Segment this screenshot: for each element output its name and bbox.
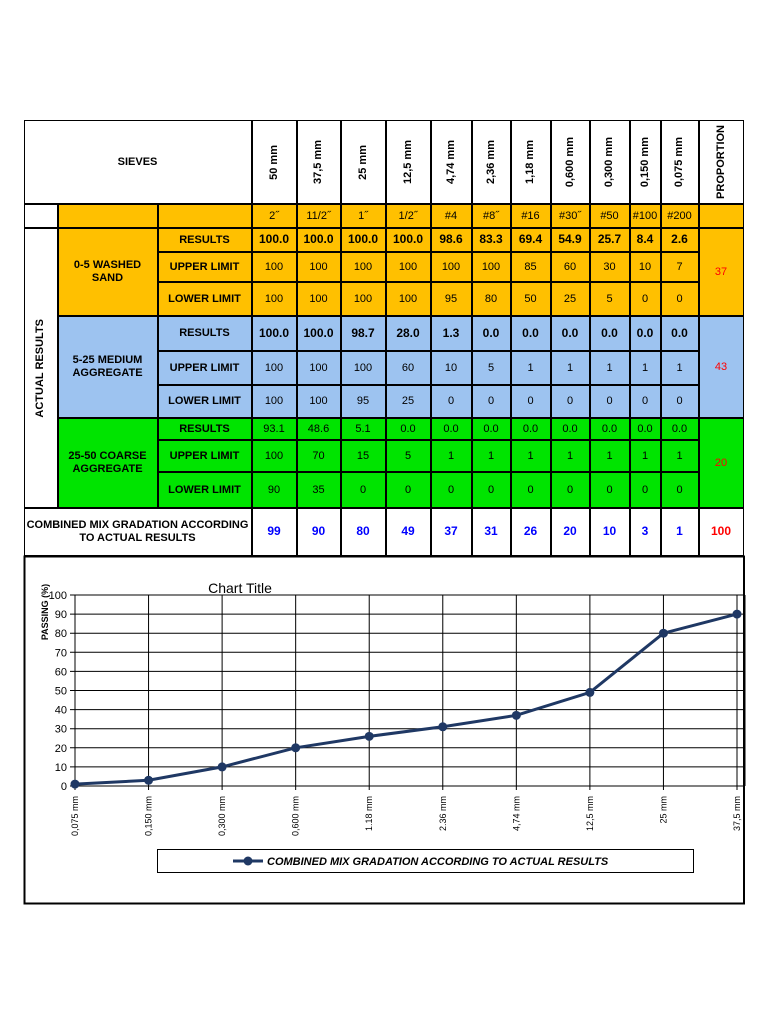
row-label: UPPER LIMIT	[158, 351, 252, 385]
value-cell: 0	[431, 472, 472, 508]
proportion-header-text: PROPORTION	[714, 125, 727, 199]
value-cell: 0	[661, 472, 699, 508]
row-label: UPPER LIMIT	[158, 440, 252, 472]
row-label: LOWER LIMIT	[158, 282, 252, 316]
material-name: 5-25 MEDIUM AGGREGATE	[58, 316, 158, 418]
combined-value: 10	[590, 508, 630, 556]
sieve-inch-cell: #4	[431, 204, 472, 228]
value-cell: 100	[386, 282, 431, 316]
value-cell: 100	[252, 385, 297, 418]
value-cell: 0.0	[431, 418, 472, 440]
value-cell: 80	[472, 282, 511, 316]
sieve-size-header-text: 12,5 mm	[401, 139, 414, 185]
data-point	[438, 722, 447, 731]
y-tick-label: 0	[60, 781, 67, 793]
x-tick-label: 37,5 mm	[732, 796, 742, 832]
y-tick-label: 30	[54, 723, 67, 736]
value-cell: 100.0	[252, 228, 297, 252]
y-tick-label: 70	[54, 647, 67, 660]
combined-value: 20	[551, 508, 590, 556]
value-cell: 0.0	[630, 418, 661, 440]
value-cell: 0.0	[661, 316, 699, 351]
sieve-inch-cell: #100	[630, 204, 661, 228]
value-cell: 100.0	[341, 228, 386, 252]
y-tick-label: 60	[54, 666, 67, 679]
value-cell: 100	[297, 252, 341, 282]
y-axis-label: PASSING (%)	[40, 583, 50, 641]
value-cell: 70	[297, 440, 341, 472]
value-cell: 100	[341, 282, 386, 316]
value-cell: 93.1	[252, 418, 297, 440]
combined-value: 90	[297, 508, 341, 556]
value-cell: 100	[297, 351, 341, 385]
sieve-size-header-text: 0,600 mm	[563, 136, 576, 188]
value-cell: 1	[511, 351, 551, 385]
sieve-size-header-text: 25 mm	[356, 144, 369, 180]
value-cell: 100.0	[252, 316, 297, 351]
value-cell: 1	[630, 440, 661, 472]
sieve-inch-cell: 1/2˝	[386, 204, 431, 228]
x-tick-label: 0,600 mm	[290, 796, 301, 837]
value-cell: 1	[590, 351, 630, 385]
sieve-size-header-text: 4,74 mm	[444, 139, 457, 185]
value-cell: 1	[630, 351, 661, 385]
combined-value: 3	[630, 508, 661, 556]
value-cell: 100	[341, 252, 386, 282]
value-cell: 0.0	[661, 418, 699, 440]
proportion-value: 20	[699, 418, 744, 508]
value-cell: 0.0	[472, 316, 511, 351]
x-tick-label: 1.18 mm	[364, 796, 375, 832]
value-cell: 100	[341, 351, 386, 385]
value-cell: 100	[252, 351, 297, 385]
sieve-inch-cell: #200	[661, 204, 699, 228]
value-cell: 0	[431, 385, 472, 418]
value-cell: 1	[661, 351, 699, 385]
value-cell: 100.0	[297, 228, 341, 252]
value-cell: 1	[661, 440, 699, 472]
value-cell: 35	[297, 472, 341, 508]
y-tick-label: 10	[54, 761, 67, 774]
y-tick-label: 80	[54, 628, 67, 641]
value-cell: 54.9	[551, 228, 590, 252]
value-cell: 0	[341, 472, 386, 508]
sieve-inch-cell: #16	[511, 204, 551, 228]
value-cell: 0.0	[590, 316, 630, 351]
value-cell: 60	[551, 252, 590, 282]
x-tick-label: 2.36 mm	[437, 796, 448, 832]
sieve-inch-cell: 11/2˝	[297, 204, 341, 228]
data-point	[218, 762, 227, 771]
combined-value: 31	[472, 508, 511, 556]
value-cell: 0.0	[630, 316, 661, 351]
chart-title: Chart Title	[208, 580, 272, 596]
value-cell: 0	[511, 472, 551, 508]
sieve-inch-cell: #50	[590, 204, 630, 228]
value-cell: 25	[386, 385, 431, 418]
data-point	[144, 776, 153, 785]
value-cell: 100	[472, 252, 511, 282]
material-name: 0-5 WASHED SAND	[58, 228, 158, 316]
row-label: RESULTS	[158, 316, 252, 351]
combined-value: 99	[252, 508, 297, 556]
combined-total: 100	[699, 508, 744, 556]
value-cell: 90	[252, 472, 297, 508]
value-cell: 48.6	[297, 418, 341, 440]
y-tick-label: 50	[54, 685, 67, 698]
value-cell: 0	[630, 282, 661, 316]
value-cell: 100	[431, 252, 472, 282]
value-cell: 25.7	[590, 228, 630, 252]
y-tick-label: 40	[54, 704, 67, 717]
value-cell: 10	[431, 351, 472, 385]
combined-value: 1	[661, 508, 699, 556]
value-cell: 60	[386, 351, 431, 385]
value-cell: 5	[386, 440, 431, 472]
value-cell: 50	[511, 282, 551, 316]
value-cell: 5	[472, 351, 511, 385]
value-cell: 1	[431, 440, 472, 472]
value-cell: 0	[661, 385, 699, 418]
value-cell: 100.0	[386, 228, 431, 252]
y-tick-label: 100	[48, 590, 67, 602]
value-cell: 0	[472, 385, 511, 418]
sieve-inch-cell: #30˝	[551, 204, 590, 228]
value-cell: 1	[511, 440, 551, 472]
sieves-header: SIEVES	[24, 120, 252, 204]
value-cell: 0.0	[472, 418, 511, 440]
value-cell: 100	[386, 252, 431, 282]
value-cell: 100.0	[297, 316, 341, 351]
value-cell: 95	[341, 385, 386, 418]
value-cell: 0.0	[386, 418, 431, 440]
combined-label: COMBINED MIX GRADATION ACCORDING TO ACTUAL RESULTS	[24, 508, 252, 556]
row-label: UPPER LIMIT	[158, 252, 252, 282]
combined-value: 37	[431, 508, 472, 556]
value-cell: 0	[472, 472, 511, 508]
value-cell: 1.3	[431, 316, 472, 351]
x-tick-label: 12,5 mm	[584, 796, 595, 832]
sieve-inch-cell: 1˝	[341, 204, 386, 228]
value-cell: 69.4	[511, 228, 551, 252]
value-cell: 100	[252, 440, 297, 472]
value-cell: 1	[590, 440, 630, 472]
data-point	[291, 743, 300, 752]
combined-value: 26	[511, 508, 551, 556]
data-point	[365, 732, 374, 741]
value-cell: 0	[630, 472, 661, 508]
value-cell: 0	[661, 282, 699, 316]
value-cell: 8.4	[630, 228, 661, 252]
value-cell: 1	[551, 440, 590, 472]
value-cell: 5.1	[341, 418, 386, 440]
value-cell: 0	[551, 385, 590, 418]
sieve-size-header-text: 0,150 mm	[638, 136, 651, 188]
value-cell: 1	[551, 351, 590, 385]
data-point	[512, 711, 521, 720]
combined-value: 49	[386, 508, 431, 556]
value-cell: 100	[297, 282, 341, 316]
value-cell: 0.0	[511, 418, 551, 440]
sieve-size-header-text: 0,300 mm	[603, 136, 616, 188]
data-point	[71, 780, 80, 789]
legend-label: COMBINED MIX GRADATION ACCORDING TO ACTUAL RESULTS	[267, 856, 609, 868]
data-point	[733, 610, 742, 619]
value-cell: 0	[551, 472, 590, 508]
value-cell: 98.6	[431, 228, 472, 252]
series-line	[75, 614, 737, 784]
value-cell: 0	[590, 385, 630, 418]
x-tick-label: 0,075 mm	[70, 796, 80, 837]
row-label: LOWER LIMIT	[158, 472, 252, 508]
y-tick-label: 20	[54, 742, 67, 755]
y-tick-label: 90	[54, 609, 67, 622]
value-cell: 100	[297, 385, 341, 418]
actual-results-label-text: ACTUAL RESULTS	[34, 318, 47, 418]
data-point	[585, 688, 594, 697]
value-cell: 28.0	[386, 316, 431, 351]
data-point	[659, 629, 668, 638]
proportion-value: 43	[699, 316, 744, 418]
value-cell: 98.7	[341, 316, 386, 351]
value-cell: 85	[511, 252, 551, 282]
value-cell: 0.0	[551, 418, 590, 440]
legend-marker	[244, 857, 253, 866]
value-cell: 1	[472, 440, 511, 472]
value-cell: 7	[661, 252, 699, 282]
value-cell: 0	[511, 385, 551, 418]
value-cell: 83.3	[472, 228, 511, 252]
row-label: LOWER LIMIT	[158, 385, 252, 418]
value-cell: 0.0	[511, 316, 551, 351]
value-cell: 100	[252, 252, 297, 282]
value-cell: 10	[630, 252, 661, 282]
x-tick-label: 0,300 mm	[217, 796, 228, 837]
sieve-size-header-text: 1,18 mm	[524, 139, 537, 185]
material-name: 25-50 COARSE AGGREGATE	[58, 418, 158, 508]
row-label: RESULTS	[158, 228, 252, 252]
x-tick-label: 0,150 mm	[143, 796, 154, 837]
x-tick-label: 25 mm	[658, 796, 669, 824]
sieve-inch-cell: 2˝	[252, 204, 297, 228]
proportion-value: 37	[699, 228, 744, 316]
value-cell: 15	[341, 440, 386, 472]
value-cell: 30	[590, 252, 630, 282]
value-cell: 95	[431, 282, 472, 316]
row-label: RESULTS	[158, 418, 252, 440]
value-cell: 0.0	[590, 418, 630, 440]
value-cell: 5	[590, 282, 630, 316]
sieve-size-header-text: 0,075 mm	[673, 136, 686, 188]
value-cell: 25	[551, 282, 590, 316]
value-cell: 100	[252, 282, 297, 316]
combined-value: 80	[341, 508, 386, 556]
value-cell: 2.6	[661, 228, 699, 252]
value-cell: 0	[630, 385, 661, 418]
sieve-size-header-text: 37,5 mm	[312, 139, 325, 185]
x-tick-label: 4,74 mm	[511, 796, 522, 832]
sieve-size-header-text: 50 mm	[267, 144, 280, 180]
value-cell: 0	[590, 472, 630, 508]
sieve-inch-cell: #8˝	[472, 204, 511, 228]
value-cell: 0.0	[551, 316, 590, 351]
sieve-size-header-text: 2,36 mm	[484, 139, 497, 185]
value-cell: 0	[386, 472, 431, 508]
